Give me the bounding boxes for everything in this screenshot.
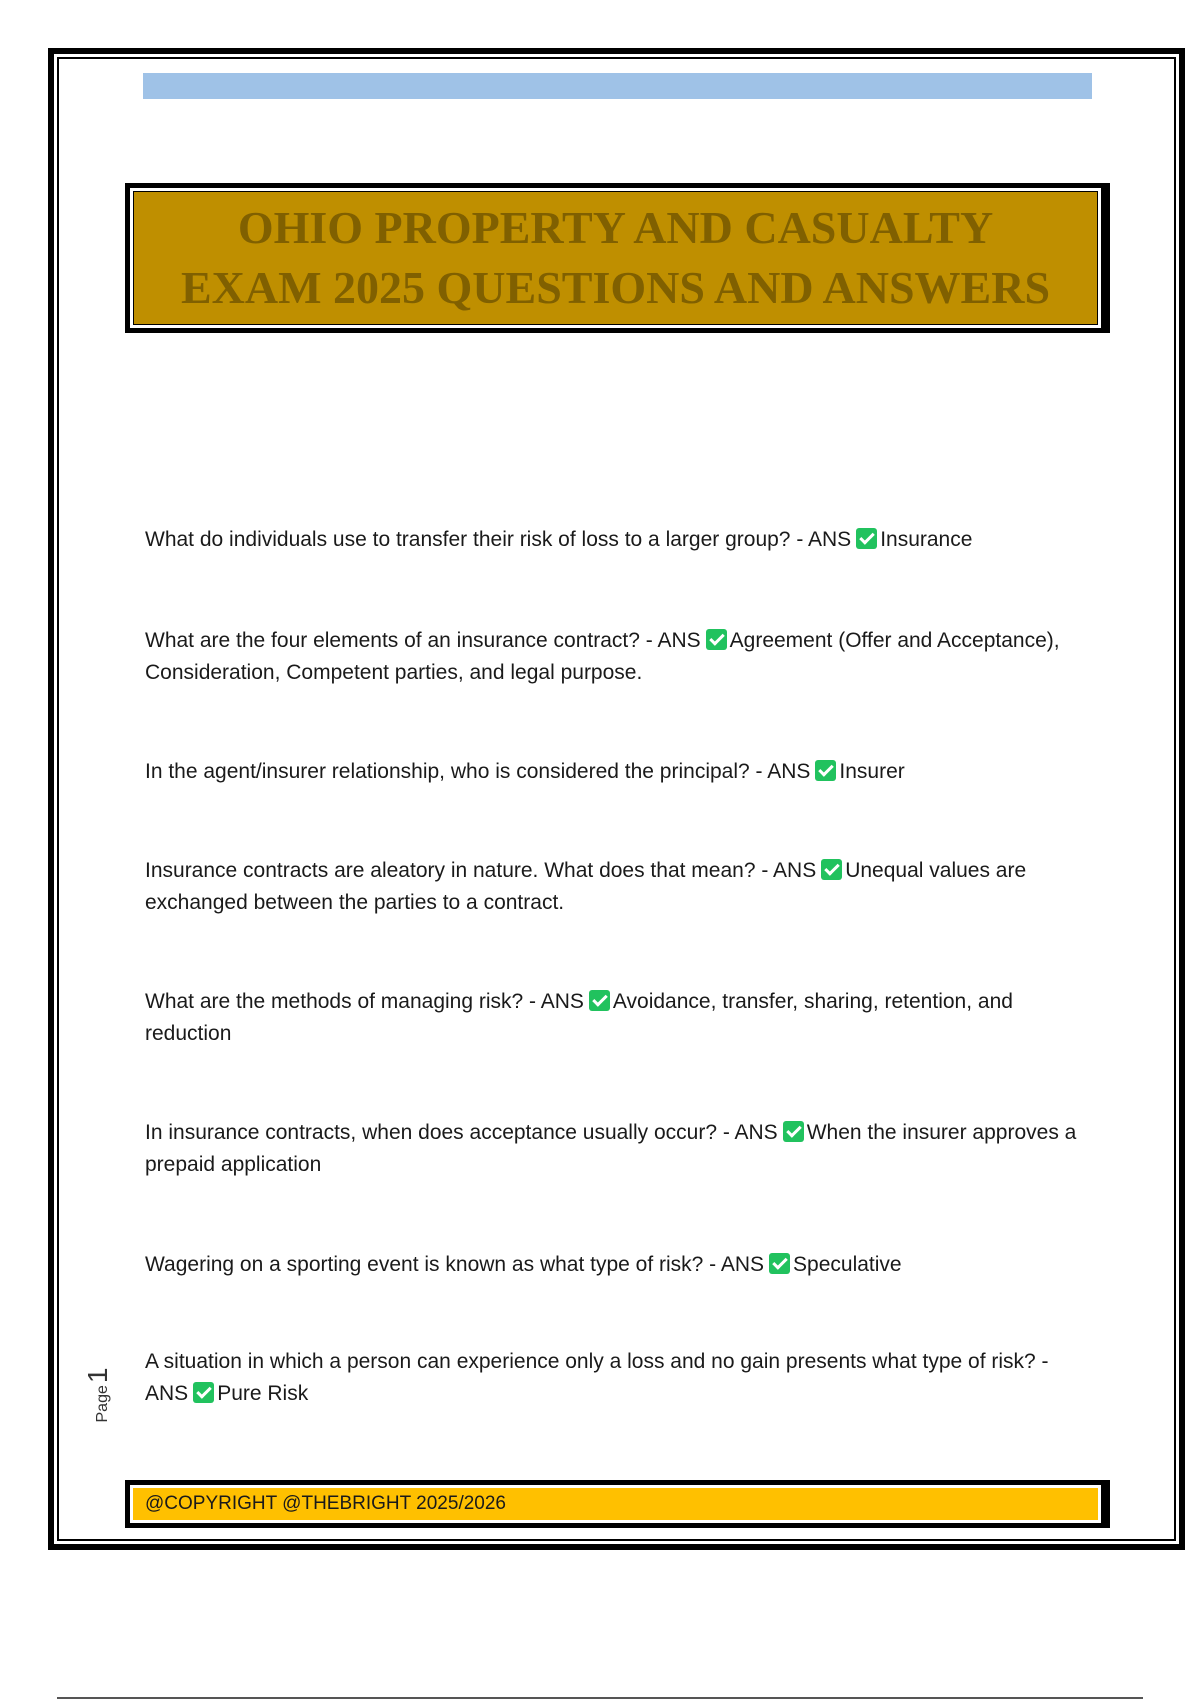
qa-item <box>145 625 1095 689</box>
check-mark-icon <box>856 528 877 549</box>
bottom-divider <box>57 1697 1143 1699</box>
question-text: In insurance contracts, when does acceptance usually occur? - <box>145 1121 735 1144</box>
question-text: What are the methods of managing risk? - <box>145 990 541 1013</box>
answer-text: Pure Risk <box>217 1382 309 1405</box>
qa-item <box>145 1117 1095 1181</box>
answer-text: Insurance <box>880 528 973 551</box>
answer-text: Avoidance, transfer, sharing, retention, and reduction <box>145 990 1013 1045</box>
ans-label: ANS <box>657 629 701 652</box>
document-title <box>134 198 1097 318</box>
qa-item <box>145 1346 1095 1410</box>
page-word: Page <box>94 1385 111 1423</box>
footer-banner <box>125 1480 1106 1528</box>
title-banner-fill <box>133 191 1098 325</box>
qa-item <box>145 1249 1095 1281</box>
check-mark-icon <box>815 760 836 781</box>
ans-label: ANS <box>540 990 584 1013</box>
answer-text: Speculative <box>793 1253 902 1276</box>
question-text: What do individuals use to transfer their risk of loss to a larger group? - <box>145 528 808 551</box>
page-number-label <box>82 1355 113 1435</box>
answer-text: When the insurer approves a prepaid application <box>145 1121 1077 1176</box>
ans-label: ANS <box>773 859 817 882</box>
check-mark-icon <box>769 1253 790 1274</box>
title-line-1: OHIO PROPERTY AND CASUALTY <box>237 202 994 253</box>
qa-item <box>145 524 1095 556</box>
question-text: What are the four elements of an insurance contract? - <box>145 629 658 652</box>
check-mark-icon <box>706 629 727 650</box>
title-line-2: EXAM 2025 QUESTIONS AND ANSWERS <box>180 262 1051 313</box>
qa-item <box>145 986 1095 1050</box>
qa-item <box>145 756 1095 788</box>
question-text: A situation in which a person can experience only a loss and no gain presents what type of risk? - <box>145 1350 1049 1373</box>
check-mark-icon <box>589 990 610 1011</box>
ans-label: ANS <box>145 1382 189 1405</box>
question-text: Wagering on a sporting event is known as what type of risk? - <box>145 1253 721 1276</box>
page-number: 1 <box>82 1367 113 1384</box>
answer-text: Agreement (Offer and Acceptance), Consideration, Competent parties, and legal purpose. <box>145 629 1060 684</box>
title-banner <box>125 183 1106 333</box>
check-mark-icon <box>193 1382 214 1403</box>
header-accent-bar <box>143 73 1092 99</box>
check-mark-icon <box>783 1121 804 1142</box>
ans-label: ANS <box>720 1253 765 1276</box>
question-text: In the agent/insurer relationship, who is considered the principal? - <box>145 760 768 783</box>
copyright-text: @COPYRIGHT @THEBRIGHT 2025/2026 <box>133 1488 1098 1520</box>
answer-text: Unequal values are exchanged between the parties to a contract. <box>145 859 1027 914</box>
question-text: Insurance contracts are aleatory in nature. What does that mean? - <box>145 859 774 882</box>
answer-text: Insurer <box>839 760 905 783</box>
ans-label: ANS <box>734 1121 778 1144</box>
ans-label: ANS <box>808 528 852 551</box>
ans-label: ANS <box>767 760 811 783</box>
qa-item <box>145 855 1095 919</box>
check-mark-icon <box>821 859 842 880</box>
